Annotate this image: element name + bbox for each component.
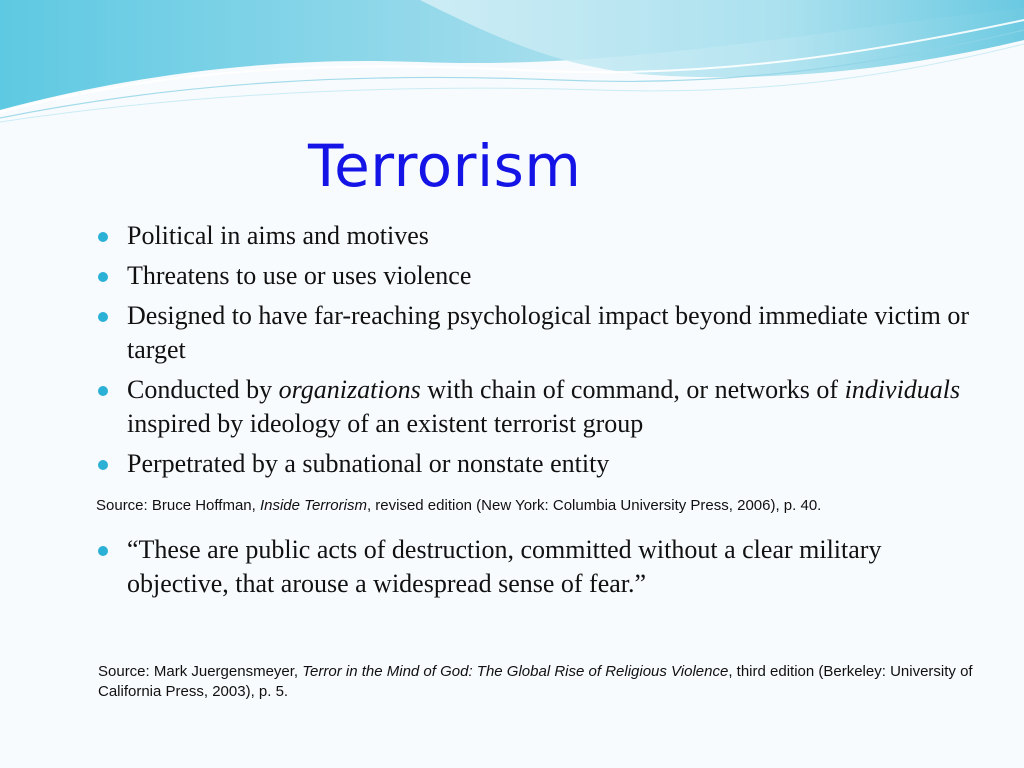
- bullet-text: Designed to have far-reaching psychological impact beyond immediate victim or target: [127, 301, 970, 364]
- bullet-text-part: Conducted by: [127, 375, 279, 404]
- slide-title: Terrorism: [308, 132, 582, 200]
- bullet-item: [96, 447, 976, 481]
- source-suffix: , revised edition (New York: Columbia University Press, 2006), p. 40.: [366, 497, 822, 514]
- source-prefix: Source: Bruce Hoffman,: [96, 497, 260, 514]
- source-suffix: , third edition (Berkeley: University of California Press, 2003), p. 5.: [98, 663, 973, 700]
- bullet-item: [96, 373, 976, 441]
- bullet-dot-icon: [98, 460, 108, 470]
- bullet-emphasis-individuals: individuals: [844, 375, 961, 404]
- bullet-item: [96, 533, 976, 601]
- bullet-list-quote: [96, 533, 976, 601]
- bullet-dot-icon: [98, 546, 108, 556]
- bullet-text: Political in aims and motives: [127, 221, 429, 250]
- bullet-dot-icon: [98, 386, 108, 396]
- bullet-list-definition: [96, 219, 976, 487]
- bullet-dot-icon: [98, 272, 108, 282]
- source-prefix: Source: Mark Juergensmeyer,: [98, 663, 303, 680]
- bullet-text-part: inspired by ideology of an existent terrorist group: [127, 409, 644, 438]
- bullet-text: Threatens to use or uses violence: [127, 261, 472, 290]
- bullet-emphasis-organizations: organizations: [278, 375, 421, 404]
- bullet-dot-icon: [98, 232, 108, 242]
- header-wave-decoration: [0, 0, 1024, 130]
- bullet-quote-text: “These are public acts of destruction, committed without a clear military objective, that arouse a widespread sense of fear.”: [127, 535, 882, 598]
- bullet-dot-icon: [98, 312, 108, 322]
- bullet-item: [96, 259, 976, 293]
- source-book-title: Inside Terrorism: [259, 497, 367, 514]
- bullet-item: [96, 299, 976, 367]
- bullet-text-part: with chain of command, or networks of: [420, 375, 845, 404]
- bullet-text: Perpetrated by a subnational or nonstate entity: [127, 449, 610, 478]
- bullet-item: [96, 219, 976, 253]
- source-citation-juergensmeyer: [98, 662, 978, 702]
- source-book-title: Terror in the Mind of God: The Global Rise of Religious Violence: [302, 663, 729, 680]
- source-citation-hoffman: [96, 496, 821, 516]
